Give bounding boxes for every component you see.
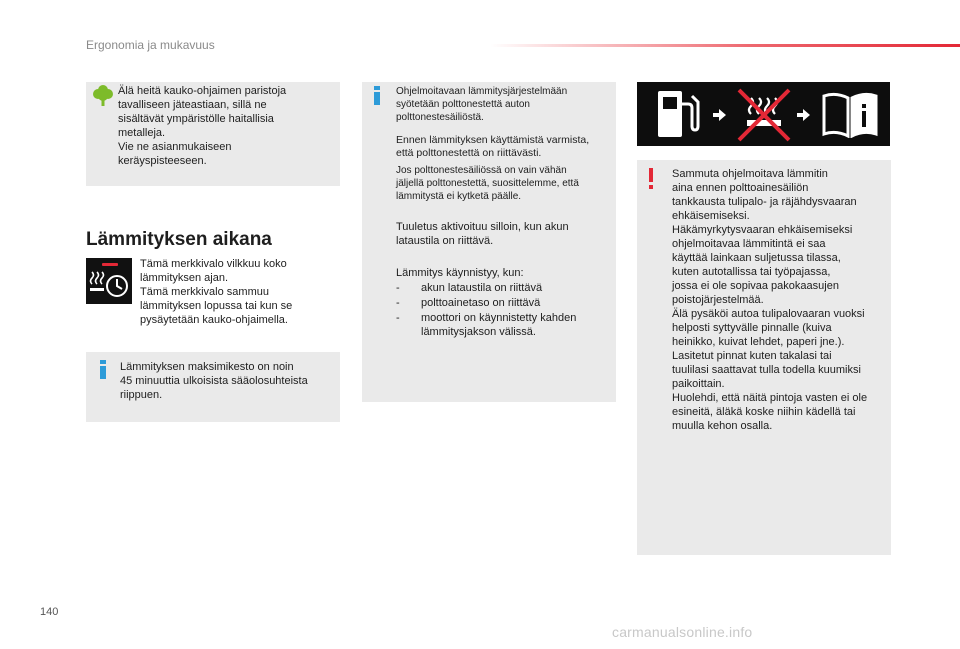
info-note-duration-text: Lämmityksen maksimikesto on noin 45 minuuttia ulkoisista sääolosuhteista riippuen. — [120, 361, 308, 401]
header-divider — [490, 44, 960, 47]
list-item-dash: - — [396, 312, 400, 324]
watermark: carmanualsonline.info — [612, 624, 753, 640]
eco-note-text: Älä heitä kauko-ohjaimen paristoja tavalliseen jäteastiaan, sillä ne sisältävät ympäristölle haitallisia metalleja. Vie ne asianmukaiseen keräyspisteeseen. — [118, 85, 287, 167]
running-header: Ergonomia ja mukavuus — [86, 38, 215, 52]
tree-icon — [93, 84, 113, 106]
page-number: 140 — [40, 606, 59, 618]
fuel-info-text-2: Ennen lämmityksen käyttämistä varmista, että polttonestettä on riittävästi. — [396, 134, 590, 159]
list-item: moottori on käynnistetty kahden lämmitysjakson välissä. — [421, 312, 577, 338]
list-item: polttoainetaso on riittävä — [421, 297, 541, 309]
list-item: akun lataustila on riittävä — [421, 282, 543, 294]
heater-crossed-icon — [735, 86, 793, 144]
heater-timer-indicator-icon — [86, 258, 132, 304]
info-icon — [374, 86, 380, 106]
list-item-dash: - — [396, 282, 400, 294]
fuel-info-text-1: Ohjelmoitavaan lämmitysjärjestelmään syötetään polttonestettä auton polttonestesäiliöstä. — [396, 86, 568, 123]
warning-box — [637, 160, 891, 555]
indicator-description: Tämä merkkivalo vilkkuu koko lämmityksen ajan. Tämä merkkivalo sammuu lämmityksen lopussa tai kun se pysäytetään kauko-ohjaimella. — [140, 258, 293, 326]
heating-starts-text: Lämmitys käynnistyy, kun: — [396, 267, 524, 279]
info-note-box-duration — [86, 352, 340, 422]
warning-icon — [649, 168, 653, 190]
eco-note-box — [86, 82, 340, 186]
list-item-dash: - — [396, 297, 400, 309]
arrow-right-icon — [713, 108, 727, 122]
info-note-box-fuel — [362, 82, 616, 402]
refuelling-pictogram-panel — [637, 82, 890, 146]
warning-text: Sammuta ohjelmoitava lämmitin aina ennen polttoainesäiliön tankkausta tulipalo- ja räjähdysvaaran ehkäisemiseksi. Häkämyrkytysvaaran ehkäisemiseksi ohjelmoitavaa lämmitintä ei saa käyttää lainkaan suljetussa tilassa, kuten autotallissa tai työpajassa, jossa ei ole sopivaa pakokaasujen poistojärjestelmää. Älä pysäköi autoa tulipalovaaran vuoksi helposti syttyvälle pinnalle (kuiva heinikko, kuivat lehdet, paperi jne.). Lasitetut pinnat kuten takalasi tai tuulilasi saattavat tulla todella kuumiksi paikoittain. Huolehdi, että näitä pintoja vasten ei ole esineitä, äläkä koske niihin kädellä tai muulla kehon osalla. — [672, 168, 868, 432]
section-title: Lämmityksen aikana — [86, 229, 272, 250]
manual-book-icon — [820, 90, 880, 138]
arrow-right-icon — [797, 108, 811, 122]
info-icon — [100, 360, 106, 380]
fuel-pump-icon — [655, 88, 701, 140]
ventilation-text: Tuuletus aktivoituu silloin, kun akun lataustila on riittävä. — [396, 221, 569, 247]
fuel-info-text-3: Jos polttonestesäiliössä on vain vähän jäljellä polttonestettä, suosittelemme, että lämmitystä ei kytketä päälle. — [396, 165, 579, 202]
